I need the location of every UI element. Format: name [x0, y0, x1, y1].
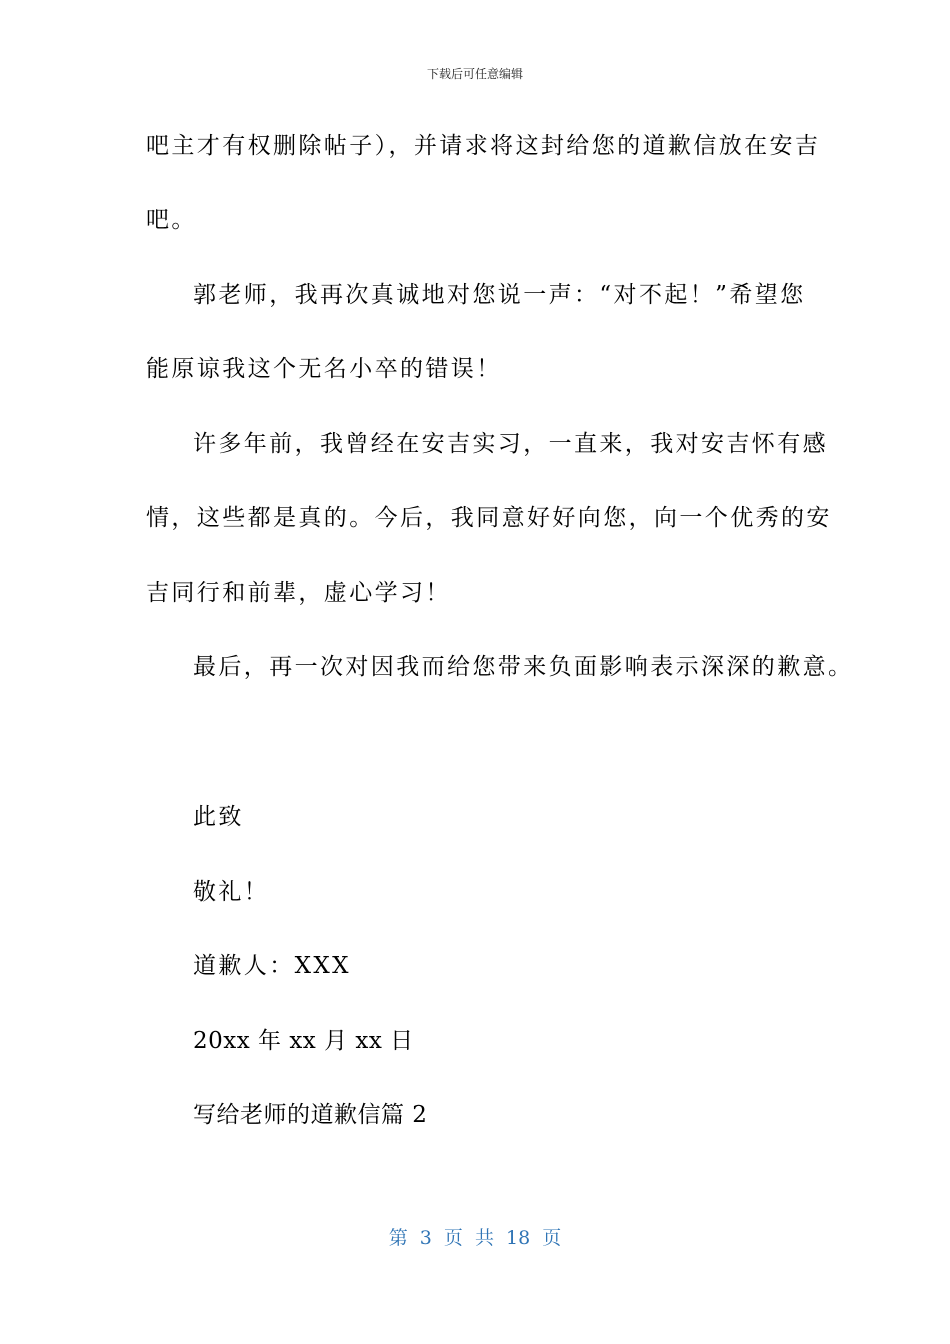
body-line-2: 吧。 [146, 207, 197, 233]
body-line-7: 吉同行和前辈，虚心学习！ [146, 580, 451, 606]
body-line-1: 吧主才有权删除帖子），并请求将这封给您的道歉信放在安吉 [146, 133, 821, 159]
closing-salutation: 此致 [193, 804, 244, 830]
page-number-footer: 第 3 页 共 18 页 [388, 1227, 562, 1249]
body-line-4: 能原谅我这个无名小卒的错误！ [146, 356, 502, 382]
body-line-5: 许多年前，我曾经在安吉实习，一直来，我对安吉怀有感 [193, 431, 828, 457]
body-line-3: 郭老师，我再次真诚地对您说一声：“对不起！”希望您 [193, 282, 806, 308]
closing-signer: 道歉人：XXX [193, 953, 351, 979]
body-line-6: 情，这些都是真的。今后，我同意好好向您，向一个优秀的安 [146, 505, 832, 531]
closing-date: 20xx 年 xx 月 xx 日 [193, 1028, 414, 1054]
page-header: 下载后可任意编辑 [426, 67, 523, 81]
closing-regards: 敬礼！ [193, 879, 270, 905]
body-line-8: 最后，再一次对因我而给您带来负面影响表示深深的歉意。 [193, 654, 854, 680]
next-letter-title: 写给老师的道歉信篇 2 [193, 1102, 428, 1128]
